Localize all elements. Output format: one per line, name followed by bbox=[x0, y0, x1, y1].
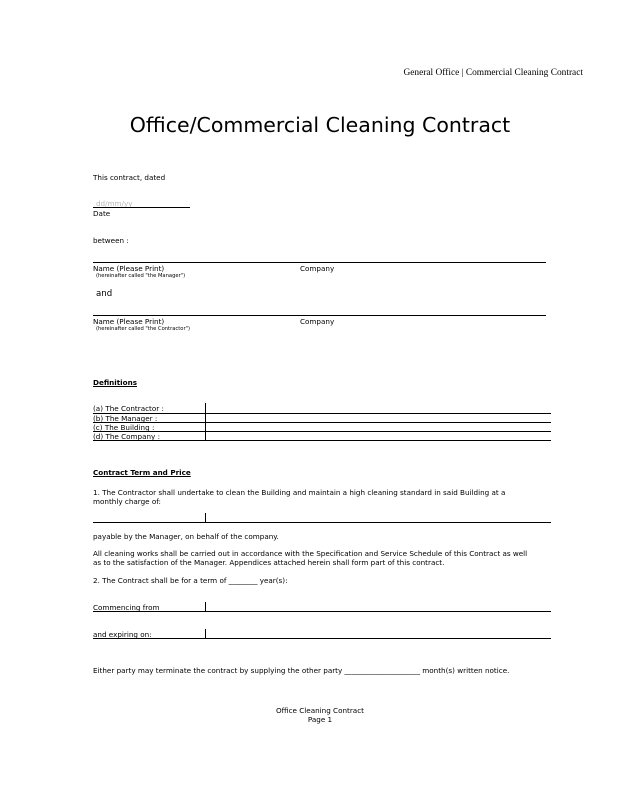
definitions-divider bbox=[205, 403, 206, 441]
termination-clause: Either party may terminate the contract by supplying the other party _____________________ month(s) written notice. bbox=[93, 666, 510, 675]
footer-title: Office Cleaning Contract bbox=[276, 706, 364, 715]
commencing-label: Commencing from bbox=[93, 603, 160, 612]
contractor-company-label: Company bbox=[300, 317, 335, 326]
definition-contractor-field[interactable] bbox=[93, 413, 551, 414]
payable-text: payable by the Manager, on behalf of the company. bbox=[93, 532, 279, 541]
expiring-field[interactable] bbox=[93, 638, 551, 639]
running-header: General Office | Commercial Cleaning Contract bbox=[403, 68, 583, 78]
definition-manager: (b) The Manager : bbox=[93, 414, 158, 423]
monthly-charge-field[interactable] bbox=[93, 522, 551, 523]
manager-name-label: Name (Please Print) bbox=[93, 264, 165, 273]
works-line2: as to the satisfaction of the Manager. Appendices attached herein shall form part of this contract. bbox=[93, 558, 445, 567]
contractor-signature-line[interactable] bbox=[93, 315, 546, 316]
page-number: Page 1 bbox=[307, 715, 333, 724]
clause2-term: 2. The Contract shall be for a term of ________ year(s): bbox=[93, 576, 288, 585]
monthly-charge-divider bbox=[205, 513, 206, 523]
and-label: and bbox=[96, 289, 113, 299]
definition-contractor: (a) The Contractor : bbox=[93, 404, 164, 413]
definition-company-field[interactable] bbox=[93, 440, 551, 441]
definition-manager-field[interactable] bbox=[93, 422, 551, 423]
commencing-field[interactable] bbox=[93, 611, 551, 612]
expiring-divider bbox=[205, 629, 206, 639]
contract-term-heading: Contract Term and Price bbox=[93, 468, 191, 477]
clause1-line1: 1. The Contractor shall undertake to clean the Building and maintain a high cleaning standard in said Building at a bbox=[93, 488, 506, 497]
between-label: between : bbox=[93, 236, 129, 245]
definitions-heading: Definitions bbox=[93, 378, 137, 387]
clause1-line2: monthly charge of: bbox=[93, 497, 161, 506]
manager-note: (hereinafter called "the Manager") bbox=[96, 273, 186, 279]
manager-company-label: Company bbox=[300, 264, 335, 273]
page-title: Office/Commercial Cleaning Contract bbox=[129, 113, 511, 137]
contractor-name-label: Name (Please Print) bbox=[93, 317, 165, 326]
commencing-divider bbox=[205, 602, 206, 612]
contractor-note: (hereinafter called "the Contractor") bbox=[96, 326, 190, 332]
date-label: Date bbox=[93, 209, 111, 218]
definition-building: (c) The Building : bbox=[93, 423, 155, 432]
date-input[interactable]: dd/mm/yy bbox=[96, 199, 133, 208]
works-line1: All cleaning works shall be carried out in accordance with the Specification and Service Schedule of this Contract as well bbox=[93, 549, 528, 558]
dated-label: This contract, dated bbox=[93, 173, 166, 182]
date-underline bbox=[93, 207, 190, 208]
definition-company: (d) The Company : bbox=[93, 432, 161, 441]
definition-building-field[interactable] bbox=[93, 431, 551, 432]
manager-signature-line[interactable] bbox=[93, 262, 546, 263]
expiring-label: and expiring on: bbox=[93, 630, 152, 639]
